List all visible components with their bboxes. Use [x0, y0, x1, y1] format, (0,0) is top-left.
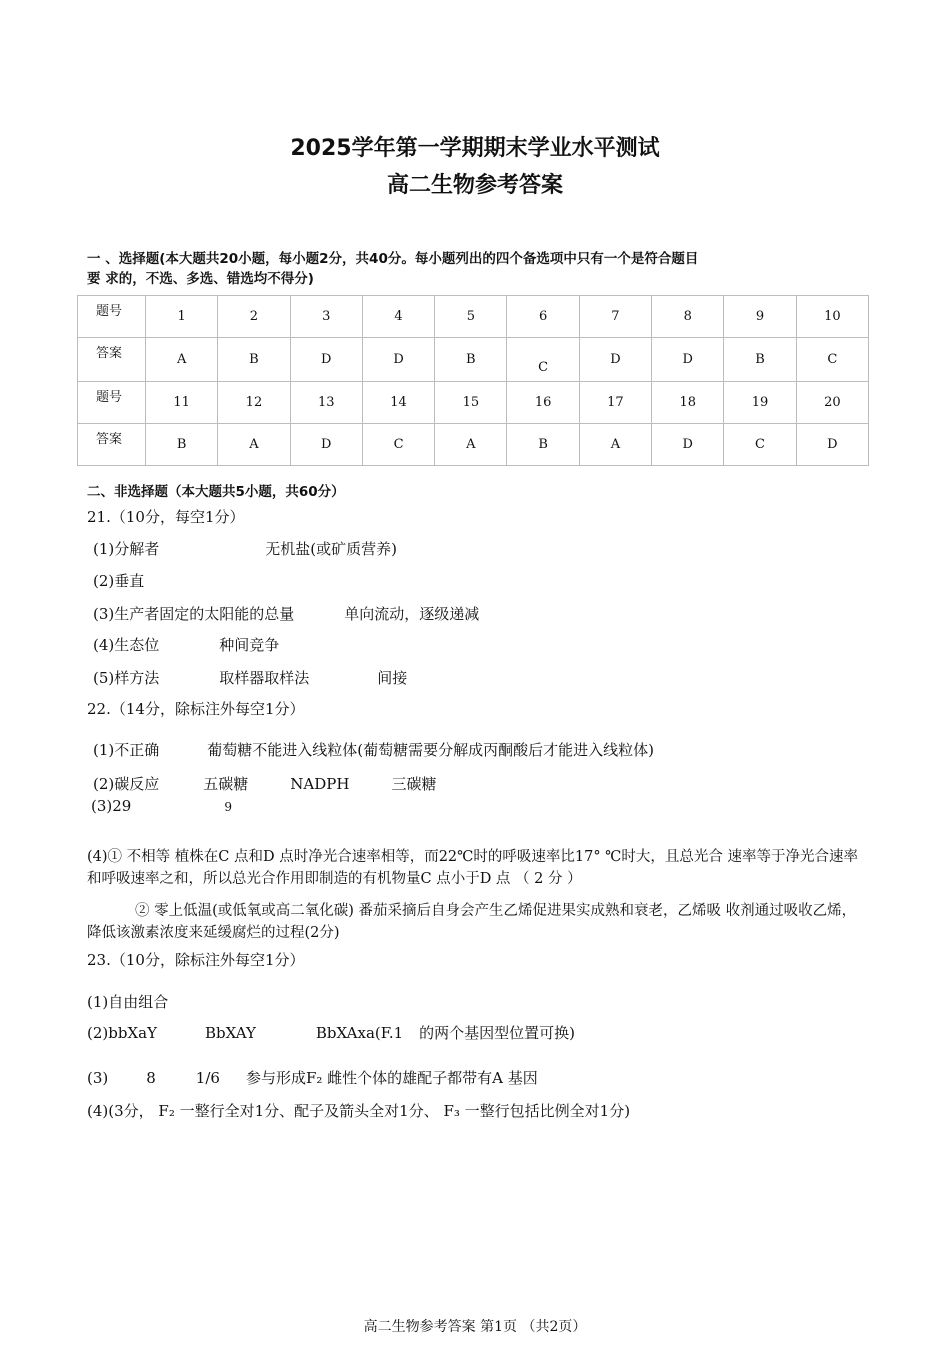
- answer-cell: A: [435, 424, 507, 466]
- q23-3b: 8: [146, 1069, 156, 1087]
- answer-cell: D: [290, 338, 362, 382]
- q23-answer-4: (4)(3分， F₂ 一整行全对1分、配子及箭头全对1分、 F₃ 一整行包括比例全对1分): [87, 1102, 631, 1120]
- table-row: [78, 424, 869, 466]
- question-number-cell: 9: [724, 296, 796, 338]
- question-number-cell: 5: [435, 296, 507, 338]
- answer-cell: C: [362, 424, 434, 466]
- question-number-cell: 4: [362, 296, 434, 338]
- section2-heading: 二、非选择题（本大题共5小题，共60分）: [87, 484, 345, 500]
- question-number-cell: 20: [796, 382, 868, 424]
- q22-3b: 9: [224, 800, 232, 814]
- page-subtitle: 高二生物参考答案: [386, 173, 563, 198]
- question-number-cell: 18: [652, 382, 724, 424]
- q23-header: 23.（10分，除标注外每空1分）: [87, 951, 305, 969]
- q22-2d: 三碳糖: [391, 775, 437, 793]
- q21-answer-5: [93, 667, 407, 688]
- question-number-cell: 17: [579, 382, 651, 424]
- question-number-cell: 15: [435, 382, 507, 424]
- q22-2c: NADPH: [290, 775, 350, 793]
- answer-cell: C: [796, 338, 868, 382]
- table-row: [78, 382, 869, 424]
- q22-answer-2: [93, 773, 436, 794]
- q23-3c: 1/6: [195, 1069, 220, 1087]
- answer-cell: B: [435, 338, 507, 382]
- q21-3a: (3)生产者固定的太阳能的总量: [93, 605, 295, 623]
- answer-cell: B: [218, 338, 290, 382]
- question-number-cell: 6: [507, 296, 579, 338]
- question-number-cell: 16: [507, 382, 579, 424]
- q21-1b: 无机盐(或矿质营养): [265, 540, 397, 558]
- answer-cell: D: [796, 424, 868, 466]
- row-label-answer: 答案: [78, 338, 146, 382]
- answer-cell: A: [218, 424, 290, 466]
- row-label-answer: 答案: [78, 424, 146, 466]
- q22-1b: 葡萄糖不能进入线粒体(葡萄糖需要分解成丙酮酸后才能进入线粒体): [207, 741, 654, 759]
- question-number-cell: 11: [146, 382, 218, 424]
- q22-1a: (1)不正确: [93, 741, 160, 759]
- q21-5b: 取样器取样法: [219, 669, 310, 687]
- q22-answer-4-1: (4)① 不相等 植株在C 点和D 点时净光合速率相等，而22℃时的呼吸速率比17° ℃时大，且总光合 速率等于净光合速率和呼吸速率之和，所以总光合作用即制造的有机物量C 点小于D 点 （ 2 分 ）: [87, 849, 859, 887]
- q23-2b: BbXAY: [204, 1024, 256, 1042]
- q23-answer-3: [87, 1067, 538, 1088]
- q23-3a: (3): [87, 1069, 109, 1087]
- question-number-cell: 8: [652, 296, 724, 338]
- q21-header: 21.（10分，每空1分）: [87, 508, 245, 526]
- answer-cell: C: [724, 424, 796, 466]
- question-number-cell: 7: [579, 296, 651, 338]
- table-row: [78, 296, 869, 338]
- q21-answer-4: [93, 634, 279, 655]
- q23-2d: 的两个基因型位置可换): [419, 1024, 575, 1042]
- q21-answer-3: [93, 603, 479, 624]
- q23-2c: BbXAxa(F.1: [315, 1024, 404, 1042]
- question-number-cell: 3: [290, 296, 362, 338]
- q21-3b: 单向流动，逐级递减: [344, 605, 480, 623]
- q22-2b: 五碳糖: [203, 775, 249, 793]
- q23-answer-2: [87, 1022, 575, 1043]
- page-footer: 高二生物参考答案 第1页 （共2页）: [363, 1319, 587, 1335]
- row-label-number: 题号: [78, 296, 146, 338]
- answer-cell: D: [290, 424, 362, 466]
- q21-5c: 间接: [377, 669, 408, 687]
- answer-cell: C: [507, 338, 579, 382]
- q21-1a: (1)分解者: [93, 540, 160, 558]
- q22-header: 22.（14分，除标注外每空1分）: [87, 700, 305, 718]
- answer-cell: B: [724, 338, 796, 382]
- question-number-cell: 14: [362, 382, 434, 424]
- q22-answer-4-2: ② 零上低温(或低氧或高二氧化碳) 番茄采摘后自身会产生乙烯促进果实成熟和衰老，乙烯吸 收剂通过吸收乙烯，降低该激素浓度来延缓腐烂的过程(2分): [87, 903, 857, 941]
- q21-5a: (5)样方法: [93, 669, 160, 687]
- answer-cell: A: [579, 424, 651, 466]
- question-number-cell: 1: [146, 296, 218, 338]
- q21-answer-2: (2)垂直: [93, 572, 145, 590]
- answer-table: [77, 295, 869, 466]
- section1-heading-line1: 一 、选择题(本大题共20小题，每小题2分，共40分。每小题列出的四个备选项中只有一个是符合题目: [87, 251, 699, 267]
- q21-4a: (4)生态位: [93, 636, 160, 654]
- row-label-number: 题号: [78, 382, 146, 424]
- answer-cell: D: [362, 338, 434, 382]
- answer-cell: D: [652, 424, 724, 466]
- answer-cell: A: [146, 338, 218, 382]
- question-number-cell: 10: [796, 296, 868, 338]
- question-number-cell: 13: [290, 382, 362, 424]
- answer-cell: B: [507, 424, 579, 466]
- q23-answer-1: (1)自由组合: [87, 993, 169, 1011]
- q22-3a: (3)29: [91, 797, 132, 815]
- q22-answer-1: [93, 739, 654, 760]
- answer-cell: D: [652, 338, 724, 382]
- q23-2a: (2)bbXaY: [87, 1024, 157, 1042]
- question-number-cell: 12: [218, 382, 290, 424]
- q22-2a: (2)碳反应: [93, 775, 160, 793]
- page-title: 2025学年第一学期期末学业水平测试: [290, 136, 660, 161]
- q22-answer-3: [91, 797, 232, 815]
- question-number-cell: 2: [218, 296, 290, 338]
- question-number-cell: 19: [724, 382, 796, 424]
- section1-heading-line2: 要 求的，不选、多选、错选均不得分): [87, 271, 314, 287]
- q21-4b: 种间竞争: [219, 636, 280, 654]
- q21-answer-1: [93, 538, 397, 559]
- answer-cell: D: [579, 338, 651, 382]
- answer-cell: B: [146, 424, 218, 466]
- table-row: [78, 338, 869, 382]
- q23-3d: 参与形成F₂ 雌性个体的雄配子都带有A 基因: [245, 1069, 538, 1087]
